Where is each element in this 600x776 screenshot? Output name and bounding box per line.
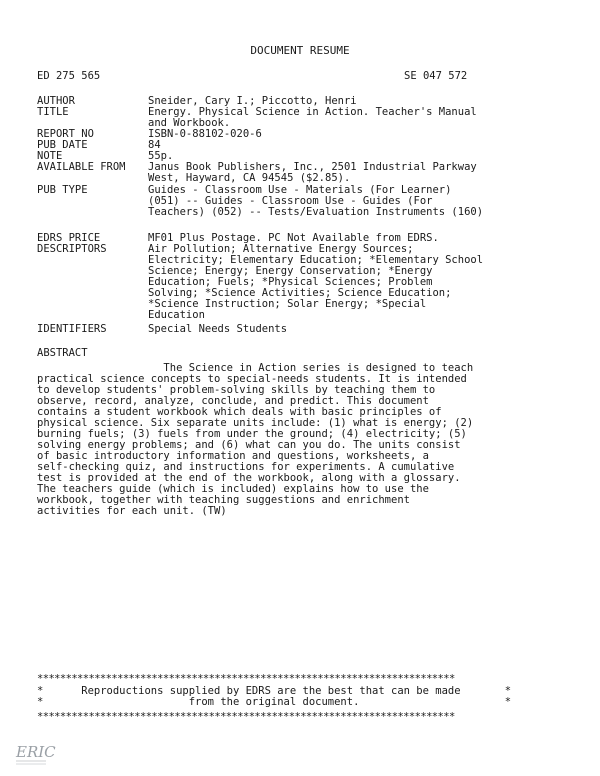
field-label: TITLE — [37, 106, 69, 118]
field-value: Air Pollution; Alternative Energy Sources; Electricity; Elementary Education; *Elementary School Science; Energy; Energy Conservation; *Energy Education; Fuels; *Physical Sciences; Problem Solving; *Science Activities; Science Education; *Science Instruction; Solar Energy; *Special Education — [148, 243, 484, 321]
footer-star-border-bottom: ************************************************************************* — [37, 711, 455, 723]
field-value: Energy. Physical Science in Action. Teacher's Manual and Workbook. — [148, 106, 477, 129]
svg-text:ERIC: ERIC — [16, 743, 56, 761]
footer-star-border-top: ************************************************************************* — [37, 673, 455, 685]
eric-logo-icon — [14, 740, 56, 768]
field-label: AUTHOR — [37, 95, 75, 107]
field-label: IDENTIFIERS — [37, 323, 107, 335]
field-value: 84 — [148, 139, 161, 151]
field-pub-type — [37, 184, 484, 218]
ed-number: ED 275 565 — [37, 70, 101, 82]
field-label: NOTE — [37, 150, 63, 162]
field-label: EDRS PRICE — [37, 232, 101, 244]
field-value: Sneider, Cary I.; Piccotto, Henri — [148, 95, 357, 107]
field-descriptors — [37, 243, 484, 321]
field-label: PUB DATE — [37, 139, 88, 151]
field-label: PUB TYPE — [37, 184, 88, 196]
field-value: MF01 Plus Postage. PC Not Available from EDRS. — [148, 232, 439, 244]
reproduction-notice: * Reproductions supplied by EDRS are the best that can be made * * from the original document. * — [37, 685, 512, 708]
field-label: DESCRIPTORS — [37, 243, 107, 255]
field-value: 55p. — [148, 150, 174, 162]
se-number: SE 047 572 — [404, 70, 468, 82]
field-value: Janus Book Publishers, Inc., 2501 Industrial Parkway West, Hayward, CA 94545 ($2.85). — [148, 161, 477, 184]
field-value: ISBN-0-88102-020-6 — [148, 128, 262, 140]
field-value: Guides - Classroom Use - Materials (For Learner) (051) -- Guides - Classroom Use - Guides (For Teachers) (052) -- Tests/Evaluation Instruments (160) — [148, 184, 484, 218]
field-label: AVAILABLE FROM — [37, 161, 126, 173]
abstract-text: The Science in Action series is designed to teach practical science concepts to special-needs students. It is intended to develop students' problem-solving skills by teaching them to observe, record, analyze, conclude, and predict. This document contains a student workbook which deals with basic principles of physical science. Six separate units include: (1) what is energy; (2) burning fuels; (3) fuels from under the ground; (4) electricity; (5) solving energy problems; and (6) what can you do. The units consist of basic introductory information and questions, worksheets, a self-checking quiz, and instructions for experiments. A cumulative test is provided at the end of the workbook, along with a glossary. The teachers guide (which is included) explains how to use the workbook, together with teaching suggestions and enrichment activities for each unit. (TW) — [37, 362, 474, 517]
field-value: Special Needs Students — [148, 323, 288, 335]
abstract-heading: ABSTRACT — [37, 347, 88, 359]
document-title: DOCUMENT RESUME — [250, 44, 350, 57]
field-label: REPORT NO — [37, 128, 94, 140]
